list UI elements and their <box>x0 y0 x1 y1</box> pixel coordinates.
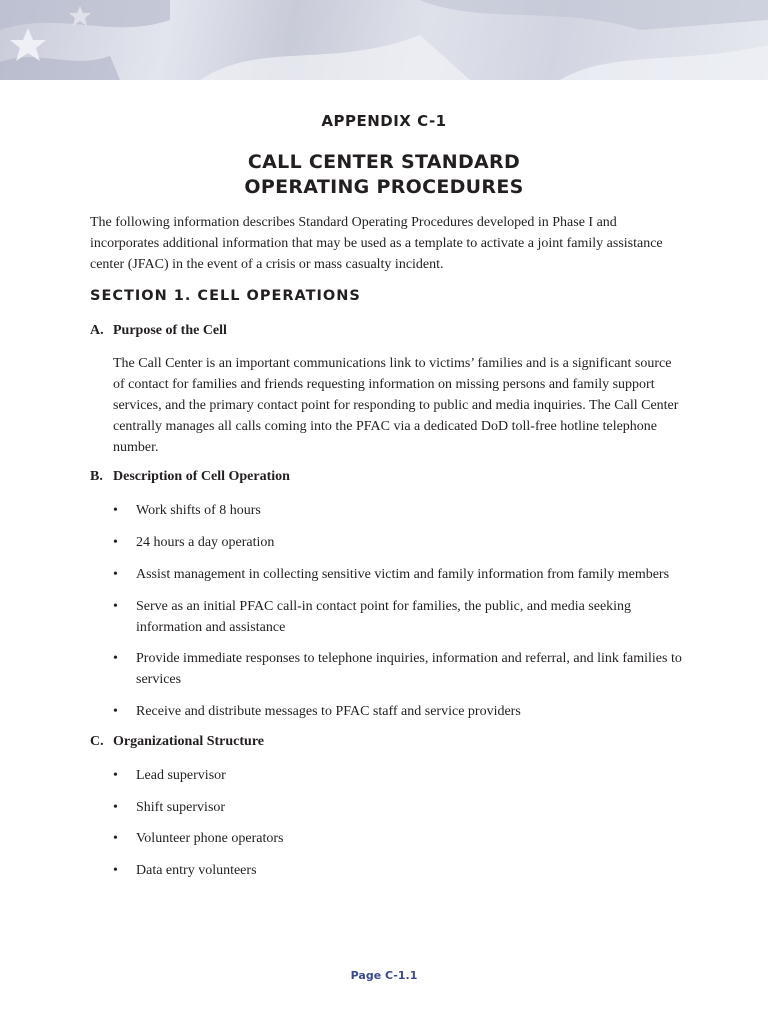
bullet-icon: • <box>113 567 118 582</box>
list-item-text: 24 hours a day operation <box>136 535 275 550</box>
bullet-icon: • <box>113 503 118 518</box>
bullet-icon: • <box>113 535 118 550</box>
list-item-text: Serve as an initial PFAC call-in contact point for families, the public, and media seeking information and assistance <box>136 599 632 635</box>
subsection-a-heading <box>90 323 227 339</box>
bullet-icon: • <box>113 831 118 846</box>
page-title <box>0 150 768 200</box>
bullet-icon: • <box>113 599 118 614</box>
list-item <box>113 596 683 638</box>
subsection-title: Purpose of the Cell <box>113 323 227 338</box>
list-item-text: Receive and distribute messages to PFAC staff and service providers <box>136 704 521 719</box>
bullet-icon: • <box>113 800 118 815</box>
intro-paragraph: The following information describes Standard Operating Procedures developed in Phase I and incorporates additional information that may be used as a template to activate a joint family assistance center (JFAC) in the event of a crisis or mass casualty incident. <box>90 215 663 272</box>
list-item-text: Volunteer phone operators <box>136 831 284 846</box>
list-item <box>113 532 683 553</box>
list-item <box>113 701 683 722</box>
subsection-letter: C. <box>90 734 104 749</box>
title-line-1: CALL CENTER STANDARD <box>247 151 521 173</box>
subsection-title: Description of Cell Operation <box>113 469 290 484</box>
page-number: Page C-1.1 <box>350 969 418 982</box>
subsection-letter: B. <box>90 469 103 484</box>
list-item-text: Shift supervisor <box>136 800 226 815</box>
list-item <box>113 500 683 521</box>
list-item-text: Lead supervisor <box>136 768 226 783</box>
bullet-icon: • <box>113 651 118 666</box>
list-item <box>113 860 683 881</box>
list-item-text: Assist management in collecting sensitive victim and family information from family members <box>136 567 670 582</box>
list-item <box>113 648 683 690</box>
list-item <box>113 765 683 786</box>
list-item <box>113 828 683 849</box>
flag-banner-graphic <box>0 0 768 80</box>
bullet-icon: • <box>113 704 118 719</box>
purpose-paragraph: The Call Center is an important communications link to victims’ families and is a significant source of contact for families and friends requesting information on missing persons and family support services, and the primary contact point for responding to public and media inquiries. The Call Center centrally manages all calls coming into the PFAC via a dedicated DoD toll-free hotline telephone number. <box>113 356 679 455</box>
subsection-letter: A. <box>90 323 104 338</box>
list-item-text: Data entry volunteers <box>136 863 257 878</box>
bullet-icon: • <box>113 863 118 878</box>
list-item <box>113 797 683 818</box>
subsection-title: Organizational Structure <box>113 734 265 749</box>
bullet-icon: • <box>113 768 118 783</box>
header-banner <box>0 0 768 80</box>
subsection-c-heading <box>90 734 264 750</box>
list-item-text: Provide immediate responses to telephone inquiries, information and referral, and link families to services <box>136 651 682 687</box>
list-item-text: Work shifts of 8 hours <box>136 503 261 518</box>
subsection-b-heading <box>90 469 290 485</box>
list-item <box>113 564 683 585</box>
appendix-label: APPENDIX C-1 <box>321 112 447 130</box>
section-heading: SECTION 1. CELL OPERATIONS <box>90 288 361 304</box>
title-line-2: OPERATING PROCEDURES <box>244 176 524 198</box>
